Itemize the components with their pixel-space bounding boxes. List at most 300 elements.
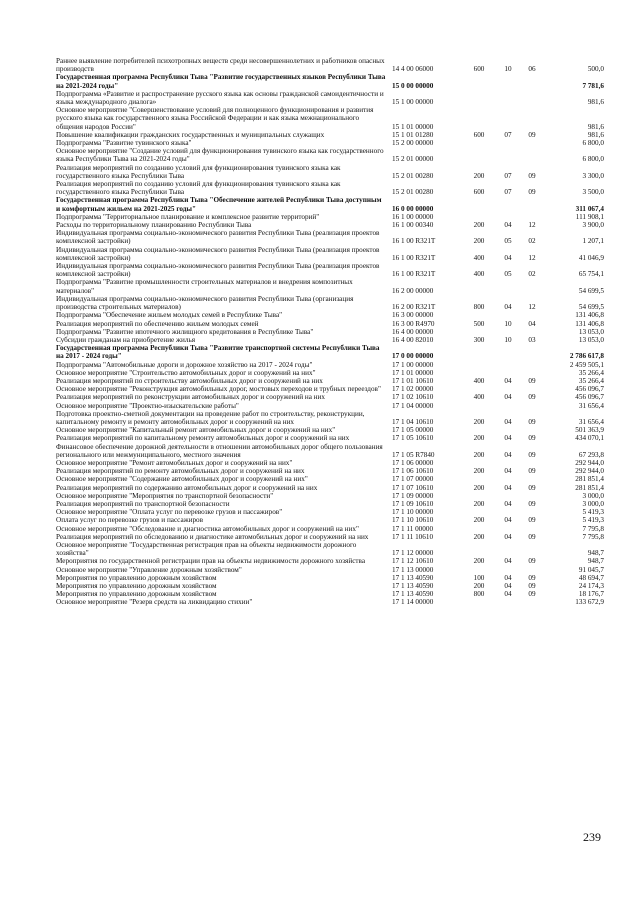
row-description: Расходы по территориальному планированию Республики Тыва bbox=[56, 221, 252, 230]
row-target-code: 16 2 00 00000 bbox=[392, 286, 434, 295]
row-target-code: 16 4 00 82010 bbox=[392, 335, 434, 344]
table-row bbox=[56, 492, 604, 500]
table-row bbox=[56, 196, 604, 212]
row-description: Реализация мероприятий по реконструкции автомобильных дорог и сооружений на них bbox=[56, 393, 325, 402]
row-description: Основное мероприятие "Совершенствование условий для полноценного функционирования и развития русского языка как государственного языка Российской Федерации и как языка межнационального общения народов России" bbox=[56, 106, 374, 131]
row-description: Мероприятия по государственной регистрации прав на объекты недвижимости дорожного хозяйства bbox=[56, 557, 366, 566]
row-section: 07 bbox=[504, 188, 512, 197]
row-amount: 3 000,0 bbox=[582, 491, 604, 500]
row-section bbox=[496, 475, 520, 483]
row-description: Реализация мероприятий по созданию условий для функционирования тувинского языка как государственного языка Республики Тыва bbox=[56, 163, 341, 180]
row-amount: 41 046,9 bbox=[578, 253, 604, 262]
row-expense-type: 800 bbox=[473, 590, 485, 599]
row-subsection: 09 bbox=[528, 171, 536, 180]
row-target-code: 17 1 06 00000 bbox=[392, 458, 434, 467]
row-section: 04 bbox=[504, 434, 512, 443]
row-amount: 31 656,4 bbox=[578, 401, 604, 410]
row-amount: 281 851,4 bbox=[575, 475, 604, 484]
row-amount: 67 293,8 bbox=[578, 450, 604, 459]
row-subsection bbox=[520, 385, 544, 393]
budget-table bbox=[56, 57, 604, 607]
row-section bbox=[496, 369, 520, 377]
row-expense-type bbox=[462, 139, 496, 147]
row-amount: 111 908,1 bbox=[575, 212, 604, 221]
row-description: Основное мероприятие "Реконструкция автомобильных дорог, мостовых переходов и трубных переездов" bbox=[56, 385, 381, 394]
row-section: 10 bbox=[504, 65, 512, 74]
row-section: 07 bbox=[504, 130, 512, 139]
row-target-code: 15 2 01 00280 bbox=[392, 188, 434, 197]
table-row bbox=[56, 344, 604, 360]
row-amount: 6 800,0 bbox=[582, 155, 604, 164]
row-section bbox=[496, 213, 520, 221]
row-subsection: 09 bbox=[528, 516, 536, 525]
table-row bbox=[56, 320, 604, 328]
row-section: 04 bbox=[504, 393, 512, 402]
row-subsection: 06 bbox=[528, 65, 536, 74]
row-amount: 311 067,4 bbox=[575, 204, 604, 213]
row-expense-type bbox=[462, 213, 496, 221]
row-expense-type: 400 bbox=[473, 253, 485, 262]
row-subsection bbox=[520, 213, 544, 221]
row-subsection: 09 bbox=[528, 532, 536, 541]
row-target-code: 17 1 09 00000 bbox=[392, 491, 434, 500]
row-amount: 133 672,9 bbox=[575, 598, 604, 607]
row-target-code: 17 1 04 10610 bbox=[392, 417, 434, 426]
row-amount: 2 786 617,8 bbox=[569, 352, 604, 361]
table-row bbox=[56, 164, 604, 180]
row-description: Мероприятия по управлению дорожным хозяйством bbox=[56, 590, 217, 599]
table-row bbox=[56, 533, 604, 541]
row-section: 04 bbox=[504, 516, 512, 525]
row-amount: 5 419,3 bbox=[582, 508, 604, 517]
row-expense-type: 200 bbox=[473, 417, 485, 426]
row-section: 05 bbox=[504, 237, 512, 246]
table-row bbox=[56, 311, 604, 319]
row-description: Подпрограмма «Развитие и распространение русского языка как основы гражданской самоидентичности и языка международного диалога» bbox=[56, 89, 384, 107]
row-section: 04 bbox=[504, 467, 512, 476]
row-subsection bbox=[520, 459, 544, 467]
row-description: Основное мероприятие "Создание условий для функционирования тувинского языка как государственного языка Республики Тыва на 2021-2024 годы" bbox=[56, 147, 384, 164]
table-row bbox=[56, 500, 604, 508]
row-subsection bbox=[520, 426, 544, 434]
row-target-code: 17 1 01 00000 bbox=[392, 368, 434, 377]
row-subsection bbox=[520, 369, 544, 377]
row-description: Индивидуальная программа социально-экономического развития Республики Тыва (реализация проектов комплексной застройки) bbox=[56, 262, 380, 279]
row-amount: 292 944,0 bbox=[575, 458, 604, 467]
table-row bbox=[56, 361, 604, 369]
row-section bbox=[496, 492, 520, 500]
row-expense-type bbox=[462, 525, 496, 533]
row-subsection bbox=[520, 344, 544, 360]
row-subsection: 09 bbox=[528, 557, 536, 566]
row-target-code: 17 1 02 10610 bbox=[392, 393, 434, 402]
table-row bbox=[56, 459, 604, 467]
row-expense-type bbox=[462, 278, 496, 294]
row-target-code: 17 0 00 00000 bbox=[392, 352, 434, 361]
row-target-code: 17 1 11 00000 bbox=[392, 524, 434, 533]
row-target-code: 17 1 01 10610 bbox=[392, 376, 434, 385]
row-target-code: 14 4 00 06000 bbox=[392, 65, 434, 74]
table-row bbox=[56, 336, 604, 344]
row-amount: 48 694,7 bbox=[578, 573, 604, 582]
row-target-code: 16 3 00 R4970 bbox=[392, 319, 435, 328]
row-description: Индивидуальная программа социально-экономического развития Республики Тыва (реализация проектов комплексной застройки) bbox=[56, 245, 380, 262]
row-section: 07 bbox=[504, 171, 512, 180]
row-target-code: 17 1 13 40590 bbox=[392, 573, 434, 582]
row-subsection bbox=[520, 311, 544, 319]
row-section bbox=[496, 508, 520, 516]
table-row bbox=[56, 516, 604, 524]
row-description: Государственная программа Республики Тыва "Развитие государственных языков Республики Тыва на 2021-2024 годы" bbox=[56, 73, 386, 90]
row-expense-type: 200 bbox=[473, 434, 485, 443]
row-description: Реализация мероприятий по транспортной безопасности bbox=[56, 499, 230, 508]
row-amount: 54 699,5 bbox=[578, 303, 604, 312]
table-row bbox=[56, 131, 604, 139]
row-subsection bbox=[520, 139, 544, 147]
row-subsection bbox=[520, 492, 544, 500]
table-row bbox=[56, 106, 604, 131]
table-row bbox=[56, 73, 604, 89]
row-expense-type bbox=[462, 492, 496, 500]
row-target-code: 16 1 00 00340 bbox=[392, 221, 434, 230]
row-section bbox=[496, 598, 520, 606]
table-row bbox=[56, 582, 604, 590]
row-amount: 24 174,3 bbox=[578, 582, 604, 590]
table-row bbox=[56, 557, 604, 565]
table-row bbox=[56, 434, 604, 442]
row-expense-type bbox=[462, 344, 496, 360]
table-row bbox=[56, 221, 604, 229]
row-expense-type bbox=[462, 508, 496, 516]
row-expense-type: 200 bbox=[473, 582, 485, 590]
table-row bbox=[56, 566, 604, 574]
row-target-code: 17 1 00 00000 bbox=[392, 360, 434, 369]
row-amount: 65 754,1 bbox=[578, 270, 604, 279]
row-expense-type bbox=[462, 402, 496, 410]
row-subsection bbox=[520, 106, 544, 131]
row-target-code: 15 0 00 00000 bbox=[392, 81, 434, 90]
row-description: Реализация мероприятий по обследованию и диагностике автомобильных дорог и сооружений на них bbox=[56, 532, 369, 541]
row-expense-type bbox=[462, 90, 496, 106]
row-section: 04 bbox=[504, 573, 512, 582]
row-target-code: 17 1 05 10610 bbox=[392, 434, 434, 443]
row-expense-type bbox=[462, 459, 496, 467]
row-expense-type: 600 bbox=[473, 130, 485, 139]
table-row bbox=[56, 147, 604, 163]
row-description: Субсидии гражданам на приобретение жилья bbox=[56, 335, 196, 344]
row-description: Основное мероприятие "Ремонт автомобильных дорог и сооружений на них" bbox=[56, 458, 293, 467]
row-expense-type bbox=[462, 426, 496, 434]
row-target-code: 16 1 00 R321T bbox=[392, 253, 436, 262]
row-section: 04 bbox=[504, 590, 512, 599]
row-expense-type bbox=[462, 73, 496, 89]
row-description: Основное мероприятие "Капитальный ремонт автомобильных дорог и сооружений на них" bbox=[56, 426, 336, 435]
row-amount: 456 096,7 bbox=[575, 385, 604, 394]
row-description: Раннее выявление потребителей психотропных веществ среди несовершеннолетних и работников опасных производств bbox=[56, 57, 385, 74]
row-amount: 5 419,3 bbox=[582, 516, 604, 525]
row-target-code: 16 3 00 00000 bbox=[392, 311, 434, 320]
row-subsection: 02 bbox=[528, 237, 536, 246]
row-target-code: 16 1 00 R321T bbox=[392, 270, 436, 279]
row-description: Оплата услуг по перевозке грузов и пассажиров bbox=[56, 516, 204, 525]
row-section bbox=[496, 278, 520, 294]
row-expense-type: 200 bbox=[473, 221, 485, 230]
table-row bbox=[56, 484, 604, 492]
row-description: Основное мероприятие "Обследование и диагностика автомобильных дорог и сооружений на них" bbox=[56, 524, 359, 533]
row-expense-type: 200 bbox=[473, 516, 485, 525]
row-expense-type bbox=[462, 328, 496, 336]
table-row bbox=[56, 139, 604, 147]
row-description: Подпрограмма "Развитие ипотечного жилищного кредитования в Республике Тыва" bbox=[56, 327, 314, 336]
row-amount: 948,7 bbox=[587, 549, 604, 558]
row-subsection bbox=[520, 328, 544, 336]
table-row bbox=[56, 213, 604, 221]
row-description: Реализация мероприятий по капитальному ремонту автомобильных дорог и сооружений на них bbox=[56, 434, 350, 443]
row-subsection bbox=[520, 541, 544, 557]
row-target-code: 17 1 12 00000 bbox=[392, 549, 434, 558]
row-expense-type: 200 bbox=[473, 450, 485, 459]
row-target-code: 17 1 07 00000 bbox=[392, 475, 434, 484]
row-section bbox=[496, 196, 520, 212]
row-section bbox=[496, 106, 520, 131]
row-description: Повышение квалификации гражданских государственных и муниципальных служащих bbox=[56, 130, 325, 139]
row-subsection bbox=[520, 598, 544, 606]
table-row bbox=[56, 525, 604, 533]
row-subsection bbox=[520, 278, 544, 294]
row-subsection: 12 bbox=[528, 221, 536, 230]
row-expense-type: 400 bbox=[473, 393, 485, 402]
table-row bbox=[56, 262, 604, 278]
row-subsection bbox=[520, 525, 544, 533]
row-section bbox=[496, 311, 520, 319]
table-row bbox=[56, 377, 604, 385]
row-description: Основное мероприятие "Мероприятия по транспортной безопасности" bbox=[56, 491, 274, 500]
row-subsection bbox=[520, 475, 544, 483]
row-target-code: 17 1 09 10610 bbox=[392, 499, 434, 508]
row-description: Подготовка проектно-сметной документации на проведение работ по строительству, реконструкции, капитальному ремонту и ремонту автомобильных дорог и сооружений на них bbox=[56, 409, 365, 426]
row-section bbox=[496, 402, 520, 410]
row-expense-type bbox=[462, 369, 496, 377]
row-subsection bbox=[520, 566, 544, 574]
row-target-code: 17 1 04 00000 bbox=[392, 401, 434, 410]
row-subsection: 12 bbox=[528, 253, 536, 262]
row-subsection: 02 bbox=[528, 270, 536, 279]
row-section: 05 bbox=[504, 270, 512, 279]
row-section bbox=[496, 426, 520, 434]
row-description: Реализация мероприятий по ремонту автомобильных дорог и сооружений на них bbox=[56, 467, 305, 476]
table-row bbox=[56, 180, 604, 196]
row-target-code: 16 2 00 R321T bbox=[392, 303, 436, 312]
row-subsection: 09 bbox=[528, 590, 536, 599]
row-subsection: 09 bbox=[528, 483, 536, 492]
row-section bbox=[496, 344, 520, 360]
row-expense-type: 600 bbox=[473, 65, 485, 74]
row-description: Подпрограмма "Автомобильные дороги и дорожное хозяйство на 2017 - 2024 годы" bbox=[56, 360, 313, 369]
table-row bbox=[56, 426, 604, 434]
row-description: Подпрограмма "Обеспечение жильем молодых семей в Республике Тыва" bbox=[56, 311, 283, 320]
row-target-code: 15 2 01 00000 bbox=[392, 155, 434, 164]
row-description: Мероприятия по управлению дорожным хозяйством bbox=[56, 582, 217, 590]
row-subsection: 09 bbox=[528, 417, 536, 426]
budget-table-body bbox=[56, 57, 604, 607]
row-amount: 18 176,7 bbox=[578, 590, 604, 599]
table-row bbox=[56, 574, 604, 582]
row-description: Подпрограмма "Развитие тувинского языка" bbox=[56, 139, 192, 148]
row-expense-type: 200 bbox=[473, 237, 485, 246]
table-row bbox=[56, 229, 604, 245]
row-amount: 981,6 bbox=[587, 98, 604, 107]
row-section bbox=[496, 459, 520, 467]
row-expense-type: 200 bbox=[473, 171, 485, 180]
row-target-code: 15 2 00 00000 bbox=[392, 139, 434, 148]
row-subsection: 09 bbox=[528, 376, 536, 385]
row-section: 04 bbox=[504, 582, 512, 590]
table-row bbox=[56, 57, 604, 73]
row-target-code: 17 1 12 10610 bbox=[392, 557, 434, 566]
row-expense-type bbox=[462, 385, 496, 393]
row-section bbox=[496, 566, 520, 574]
row-amount: 35 266,4 bbox=[578, 368, 604, 377]
row-section: 04 bbox=[504, 221, 512, 230]
row-target-code: 17 1 13 40590 bbox=[392, 582, 434, 590]
row-description: Реализация мероприятий по обеспечению жильем молодых семей bbox=[56, 319, 259, 328]
row-section: 04 bbox=[504, 303, 512, 312]
row-amount: 2 459 505,1 bbox=[569, 360, 604, 369]
row-amount: 31 656,4 bbox=[578, 417, 604, 426]
row-expense-type: 200 bbox=[473, 557, 485, 566]
row-section: 04 bbox=[504, 557, 512, 566]
table-row bbox=[56, 598, 604, 606]
row-expense-type bbox=[462, 196, 496, 212]
row-target-code: 16 4 00 00000 bbox=[392, 327, 434, 336]
row-subsection: 12 bbox=[528, 303, 536, 312]
row-target-code: 17 1 05 00000 bbox=[392, 426, 434, 435]
row-target-code: 17 1 14 00000 bbox=[392, 598, 434, 607]
row-expense-type: 200 bbox=[473, 483, 485, 492]
row-subsection: 04 bbox=[528, 319, 536, 328]
row-amount: 6 800,0 bbox=[582, 139, 604, 148]
row-description: Основное мероприятие "Резерв средств на ликвидацию стихии" bbox=[56, 598, 253, 607]
table-row bbox=[56, 508, 604, 516]
row-subsection bbox=[520, 508, 544, 516]
row-amount: 3 300,0 bbox=[582, 171, 604, 180]
row-target-code: 16 1 00 R321T bbox=[392, 237, 436, 246]
table-row bbox=[56, 541, 604, 557]
row-expense-type: 300 bbox=[473, 335, 485, 344]
row-description: Реализация мероприятий по строительству автомобильных дорог и сооружений на них bbox=[56, 376, 323, 385]
row-subsection: 09 bbox=[528, 393, 536, 402]
row-expense-type: 200 bbox=[473, 532, 485, 541]
row-description: Государственная программа Республики Тыва "Обеспечение жителей Республики Тыва доступным и комфортным жильем на 2021-2025 годы" bbox=[56, 196, 382, 213]
table-row bbox=[56, 246, 604, 262]
row-subsection bbox=[520, 147, 544, 163]
row-description: Индивидуальная программа социально-экономического развития Республики Тыва (организация производства строительных материалов) bbox=[56, 294, 354, 312]
row-section bbox=[496, 525, 520, 533]
row-section bbox=[496, 139, 520, 147]
row-expense-type: 200 bbox=[473, 499, 485, 508]
row-section: 10 bbox=[504, 319, 512, 328]
row-description: Финансовое обеспечение дорожной деятельности в отношении автомобильных дорог общего пользования регионального или межмуниципального, местного значения bbox=[56, 442, 383, 459]
row-target-code: 17 1 02 00000 bbox=[392, 385, 434, 394]
row-section: 04 bbox=[504, 376, 512, 385]
row-amount: 500,0 bbox=[587, 65, 604, 74]
row-subsection bbox=[520, 90, 544, 106]
row-description: Подпрограмма "Территориальное планирование и комплексное развитие территорий" bbox=[56, 212, 320, 221]
table-row bbox=[56, 369, 604, 377]
row-target-code: 15 1 01 00000 bbox=[392, 122, 434, 131]
row-amount: 13 053,0 bbox=[578, 335, 604, 344]
table-row bbox=[56, 475, 604, 483]
row-description: Основное мероприятие "Проектно-изыскательские работы" bbox=[56, 401, 239, 410]
row-amount: 281 851,4 bbox=[575, 483, 604, 492]
row-expense-type: 200 bbox=[473, 467, 485, 476]
row-expense-type bbox=[462, 311, 496, 319]
table-row bbox=[56, 385, 604, 393]
row-subsection bbox=[520, 361, 544, 369]
row-amount: 7 781,6 bbox=[582, 81, 604, 90]
row-amount: 292 944,0 bbox=[575, 467, 604, 476]
row-section bbox=[496, 147, 520, 163]
row-expense-type: 400 bbox=[473, 270, 485, 279]
row-expense-type: 100 bbox=[473, 573, 485, 582]
row-subsection: 03 bbox=[528, 335, 536, 344]
row-amount: 131 406,8 bbox=[575, 319, 604, 328]
row-section: 10 bbox=[504, 335, 512, 344]
row-amount: 456 096,7 bbox=[575, 393, 604, 402]
row-amount: 1 207,1 bbox=[582, 237, 604, 246]
row-subsection: 09 bbox=[528, 582, 536, 590]
row-subsection: 09 bbox=[528, 450, 536, 459]
row-target-code: 16 0 00 00000 bbox=[392, 204, 434, 213]
row-description: Основное мероприятие "Строительство автомобильных дорог и сооружений на них" bbox=[56, 368, 316, 377]
table-row bbox=[56, 402, 604, 410]
row-section: 04 bbox=[504, 417, 512, 426]
row-amount: 131 406,8 bbox=[575, 311, 604, 320]
row-description: Реализация мероприятий по созданию условий для функционирования тувинского языка как государственного языка Республики Тыва bbox=[56, 180, 341, 197]
row-section: 04 bbox=[504, 253, 512, 262]
row-description: Государственная программа Республики Тыва "Развитие транспортной системы Республики Тыва на 2017 - 2024 годы" bbox=[56, 344, 380, 361]
table-row bbox=[56, 393, 604, 401]
row-amount: 981,6 bbox=[587, 122, 604, 131]
row-amount: 35 266,4 bbox=[578, 376, 604, 385]
row-subsection bbox=[520, 73, 544, 89]
row-section: 04 bbox=[504, 532, 512, 541]
row-amount: 501 363,9 bbox=[575, 426, 604, 435]
row-amount: 91 045,7 bbox=[578, 565, 604, 574]
row-description: Основное мероприятие "Содержание автомобильных дорог и сооружений на них" bbox=[56, 475, 308, 484]
row-target-code: 17 1 10 00000 bbox=[392, 508, 434, 517]
row-expense-type: 800 bbox=[473, 303, 485, 312]
row-subsection: 09 bbox=[528, 499, 536, 508]
row-expense-type bbox=[462, 541, 496, 557]
row-amount: 434 070,1 bbox=[575, 434, 604, 443]
row-description: Мероприятия по управлению дорожным хозяйством bbox=[56, 573, 217, 582]
row-section bbox=[496, 328, 520, 336]
row-section: 04 bbox=[504, 450, 512, 459]
row-target-code: 17 1 07 10610 bbox=[392, 483, 434, 492]
row-target-code: 16 1 00 00000 bbox=[392, 212, 434, 221]
row-expense-type bbox=[462, 147, 496, 163]
row-subsection: 09 bbox=[528, 467, 536, 476]
row-expense-type: 400 bbox=[473, 376, 485, 385]
row-amount: 981,6 bbox=[587, 130, 604, 139]
row-amount: 7 795,8 bbox=[582, 532, 604, 541]
row-target-code: 15 2 01 00280 bbox=[392, 171, 434, 180]
table-row bbox=[56, 90, 604, 106]
row-subsection: 09 bbox=[528, 573, 536, 582]
row-expense-type bbox=[462, 106, 496, 131]
row-section bbox=[496, 361, 520, 369]
